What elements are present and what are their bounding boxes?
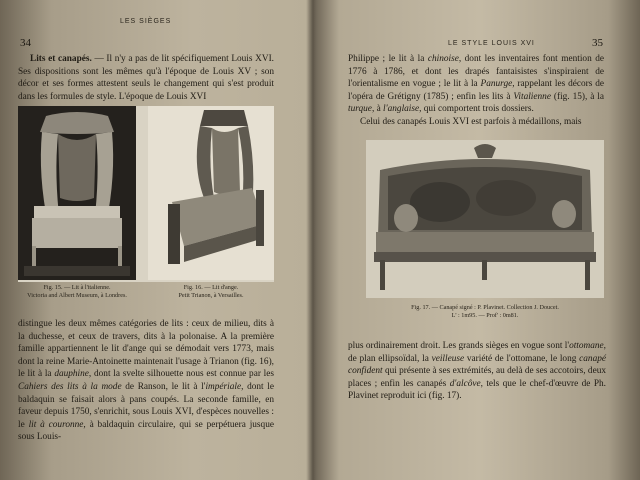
right-para3-text-e: , tels que le chef-d'œuvre de Ph. Plavinet reproduit ici (fig. 17). [348, 378, 606, 402]
left-para2-couronne: lit à couronne [28, 419, 84, 430]
right-para1-text-a: Philippe ; le lit à la [348, 54, 428, 64]
fig-16-caption-line-1: Fig. 16. — Lit d'ange. [183, 284, 239, 291]
fig-17-photo [366, 140, 604, 298]
left-running-head: LES SIÈGES [120, 18, 172, 25]
right-para3-text-c: variété de l'ottomane, le long [464, 353, 580, 364]
right-para3-veilleuse: veilleuse [431, 353, 465, 364]
left-para2-text-a: distingue les deux mêmes catégories de lits : ceux de milieu, dits à la duchesse, et ceux de travers, dits à la polonaise. A la première famille appartiennent le lit d'ange qui se démodait vers 1773, mais dont la reine Marie-Antoinette maintenait l'usage à Trianon (fig. 16), le lit à la [18, 319, 274, 380]
left-para2-dauphine: dauphine [54, 369, 89, 380]
left-paragraph-1 [18, 53, 274, 103]
left-paragraph-2 [18, 318, 274, 444]
right-paragraph-2: Celui des canapés Louis XVI est parfois à médaillons, mais [360, 116, 582, 127]
left-para2-text-b: , dont la svelte silhouette nous est connue par les [88, 369, 275, 380]
fig-15-caption [18, 284, 136, 300]
left-page-number: 34 [20, 37, 31, 49]
book-gutter [306, 0, 320, 480]
right-para3-text-d: qui présente à ses extrémités, au delà de ses accotoirs, deux places ; enfin les canapés [348, 366, 606, 389]
section-heading: Lits et canapés. [30, 54, 92, 64]
right-para1-text-c: , rappelant les décors de l'opéra de Grétigny (1785) ; enfin les lits à [348, 79, 604, 102]
right-running-head: LE STYLE LOUIS XVI [448, 40, 535, 47]
right-para1-vitalienne: Vitalienne [513, 91, 551, 102]
fig-17-caption [366, 304, 604, 320]
right-para1-text-d: (fig. 15), à la [550, 91, 604, 102]
fig-16-caption [148, 284, 274, 300]
left-page [0, 0, 306, 480]
fig-15-caption-line-2: Victoria and Albert Museum, à Londres. [27, 292, 127, 299]
right-para3-text-a: plus ordinairement droit. Les grands sièges en vogue sont l' [348, 341, 570, 351]
right-para1-text-b: , dont les inventaires font mention de 1776 à 1786, et dont les drapés fantaisistes s'inspiraient de l'orientalisme en vogue ; le lit à la [348, 54, 604, 90]
left-para2-text-d: , dont le baldaquin se faisait alors à pans coupés. La seconde famille, en faveur depuis 1750, s'enrichit, sous Louis XVI, d'espèces nouvelles : le [18, 381, 274, 430]
fig-17-caption-line-2: L' : 1m95. — Prof' : 0m81. [451, 312, 519, 319]
right-page-number: 35 [592, 37, 603, 49]
right-para1-anglaise: l'anglaise [383, 104, 420, 115]
fig-15-caption-line-1: Fig. 15. — Lit à l'italienne. [43, 284, 111, 291]
fig-16-caption-line-2: Petit Trianon, à Versailles. [178, 292, 244, 299]
left-para1-text: — Il n'y a pas de lit spécifiquement Louis XVI. Ses dispositions sont les mêmes qu'à l'époque de Louis XV ; son décor et ses formes attestent seuls le changement qui s'est produit dans les formules de style. L'époque de Louis XVI [18, 54, 274, 102]
left-para2-imperiale: impériale [205, 381, 242, 392]
left-para2-text-c: de Ranson, le lit à l' [121, 381, 206, 392]
left-para2-cahiers: Cahiers des lits à la mode [18, 381, 122, 392]
right-para3-text-b: , de plan ellipsoïdal, la [348, 341, 606, 364]
right-paragraph-1 [348, 53, 604, 129]
fig-15-photo [18, 106, 136, 280]
right-para1-panurge: Panurge [480, 79, 513, 90]
left-para2-text-e: , à baldaquin circulaire, qui se perpétuera jusque sous Louis- [18, 419, 274, 443]
right-paragraph-3 [348, 340, 606, 403]
right-para1-turque: turque [348, 104, 372, 115]
right-para3-ottomane: ottomane [569, 341, 604, 351]
fig-17-caption-line-1: Fig. 17. — Canapé signé : P. Plavinet. Collection J. Doucet. [411, 304, 559, 311]
right-para3-alcove: d'alcôve [449, 378, 481, 389]
fig-16-photo [148, 106, 274, 280]
right-para1-text-e: , à [371, 104, 384, 115]
right-para1-text-f: , qui comportent trois dossiers. [419, 104, 534, 115]
right-para1-chinoise: chinoise [427, 54, 459, 64]
figure-plate-15-16 [18, 106, 274, 282]
right-para3-confident: canapé confident [348, 353, 606, 377]
